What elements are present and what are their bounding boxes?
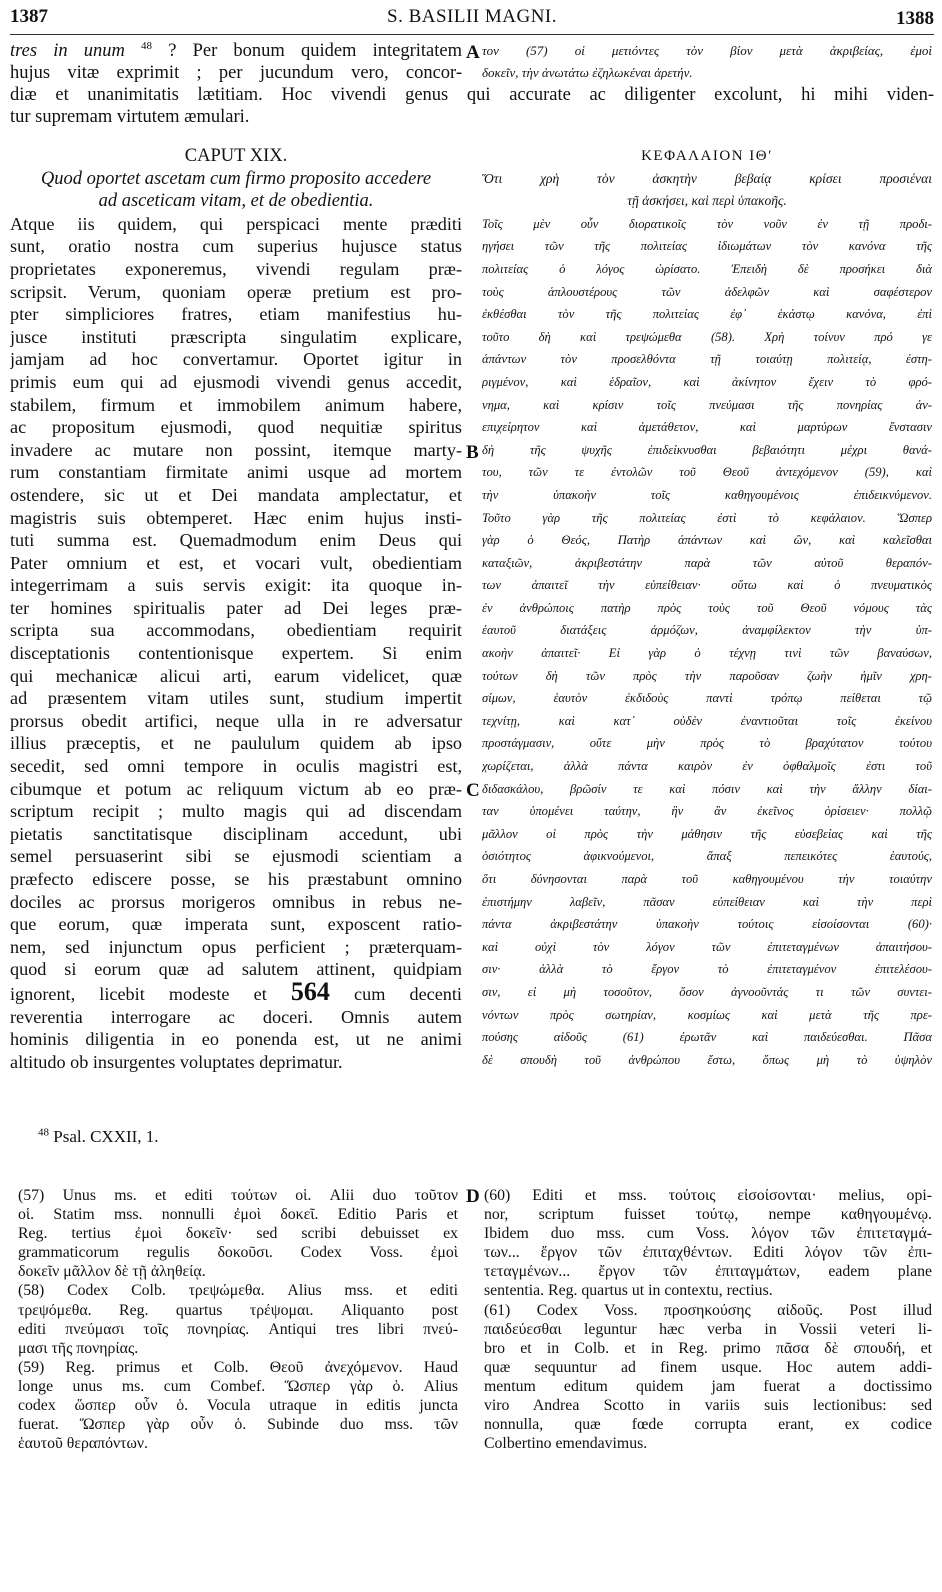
latin-line: ignorent, licebit modeste et 564 cum decenti xyxy=(10,981,462,1006)
greek-line: καταξιῶν, ἀκριβεστάτην παρὰ τῶν αὐτοῦ θεραπόν- xyxy=(482,555,932,570)
full-line-2: tur supremam virtutem æmulari. xyxy=(10,107,250,127)
page-number-right: 1388 xyxy=(896,8,934,29)
running-title: S. BASILII MAGNI. xyxy=(387,6,557,27)
note-line: fuerat. Ὥσπερ γὰρ οὖν ὁ. Subinde duo mss. τῶν xyxy=(18,1416,458,1434)
greek-line: χωρίζεται, ἀλλὰ πάντα καιρὸν ἐν ὀφθαλμοῖς ἐστι τοῦ xyxy=(482,759,932,774)
latin-subtitle-1: Quod oportet ascetam cum firmo proposito accedere xyxy=(40,168,432,189)
latin-line: præfecto ediscere posse, se his præstabunt omnino xyxy=(10,869,462,889)
latin-line: ostendere, sic ut et Dei mandata amplectatur, et xyxy=(10,484,462,505)
greek-line: δὲ σπουδὴ τοῦ ἀνθρώπου ἔστω, ὅπως μὴ τὸ ὑψηλὸν xyxy=(482,1052,932,1067)
greek-line: ἐν ἀνθρώποις πατὴρ πρὸς τοὺς τοῦ Θεοῦ νόμους τὰς xyxy=(482,600,932,615)
greek-line: Τοῖς μὲν οὖν διορατικοῖς τὸν νοῦν ἐν τῇ προδι- xyxy=(482,216,932,231)
latin-line: illius præceptis, et ne paululum quidem ab ipso xyxy=(10,733,462,754)
note-line: longe unus ms. cum Combef. Ὥσπερ γὰρ ὁ. Alius xyxy=(18,1377,458,1395)
greek-line: νόντων πρὸς σωτηρίαν, κοσμίως καὶ μετὰ τῆς πρε- xyxy=(482,1007,932,1022)
latin-line: pter simpliciores fratres, etiam manifestius hu- xyxy=(10,304,462,325)
latin-line: Atque iis quidem, qui perspicaci mente præditi xyxy=(10,213,462,234)
greek-line: τεχνίτῃ, καὶ κατ᾽ οὐδὲν ἐναντιοῦται τοῖς ἐκείνου xyxy=(482,713,932,728)
greek-line: ὁσιότητος ἀφικνούμενοι, ἅπαξ πεπεικότες ἑαυτούς, xyxy=(482,849,932,864)
latin-line: pietatis sanctitatisque disciplinam accedunt, ubi xyxy=(10,823,462,844)
greek-line: ριγμένον, καὶ ἑδραῖον, καὶ ἀκίνητον ἔχειν τὸ φρό- xyxy=(482,374,932,389)
latin-body xyxy=(10,213,462,1074)
latin-line: altitudo ob insurgentes voluptates deprimatur. xyxy=(10,1051,343,1072)
margin-letter-b: B xyxy=(466,442,479,463)
greek-line: πολιτείας ὁ λόγος ὡρίσατο. Ἐπειδὴ δὲ προσήκει διὰ xyxy=(482,261,932,276)
scripture-footnote: $^{48}$ Psal. CXXII, 1. xyxy=(38,1126,159,1146)
running-header xyxy=(10,6,934,32)
latin-line: rum constantiam firmitate animi usque ad mortem xyxy=(10,462,462,483)
note-line: δοκεῖν μᾶλλον δὲ τῇ ἀληθείᾳ. xyxy=(18,1263,206,1281)
latin-line: qui mechanicæ alicui arti, earum videlicet, quæ xyxy=(10,665,462,686)
latin-line: hominis diligentia in eo ponenda est, ut ne animi xyxy=(10,1029,462,1050)
latin-line: ac propositum ejusmodi, quod nequitiæ spiritus xyxy=(10,417,462,438)
top-greek-line-1: τον (57) οἱ μετιόντες τὸν βίον μετὰ ἀκριβείας, ἐμοὶ xyxy=(482,43,932,58)
latin-line: cibumque et potum ac reliquum victum ab eo præ- xyxy=(10,778,462,799)
greek-line: πούσης αἰδοῦς (61) ἐρωτᾶν καὶ παιδεύεσθαι. Πᾶσα xyxy=(482,1030,932,1045)
greek-line: ταν ὑπομένει ταύτην, ἣν ἂν ἐκεῖνος ὁρίσειεν· πολλῷ xyxy=(482,804,932,819)
greek-line: τούτων δὴ τῶν πρὸς τὴν παροῦσαν ζωὴν ἡμῖν χρη- xyxy=(482,668,932,683)
note-line: μασι τῆς πονηρίας. xyxy=(18,1339,139,1357)
note-line: (61) Codex Voss. προσηκούσης αἰδοῦς. Post illud xyxy=(484,1301,932,1319)
greek-line: σιν· ἀλλὰ τὸ ἔργον τὸ ἐπιτεταγμένον ἐπιτελέσου- xyxy=(482,962,932,977)
latin-line: primis eum qui ad ejusmodi vivendi genus accedit, xyxy=(10,371,462,392)
greek-line: γὰρ ὁ Θεός, Πατὴρ ἁπάντων καὶ ὢν, καὶ καλεῖσθαι xyxy=(482,533,932,548)
notes-right-column xyxy=(484,1186,932,1453)
latin-line: tuti summa est. Quemadmodum enim Deus qui xyxy=(10,530,462,551)
note-line: (60) Editi et mss. τούτοις εἰσοίσονται· melius, opi- xyxy=(484,1187,932,1204)
note-line: Reg. tertius ἐμοὶ δοκεῖν· sed scribi debuisset ex xyxy=(18,1225,458,1243)
greek-line: ακοὴν ἀπαιτεῖ· Εἰ γὰρ ὁ τέχνῃ τινὶ τῶν βαναύσων, xyxy=(482,646,932,661)
latin-chapter-heading: CAPUT XIX. xyxy=(184,146,288,166)
greek-line: Τοῦτο γὰρ τῆς πολιτείας ἐστὶ τὸ κεφάλαιον. Ὥσπερ xyxy=(482,510,932,525)
notes-left-column xyxy=(18,1186,458,1453)
note-line: quæ sequuntur ad finem usque. Hoc autem addi- xyxy=(484,1358,932,1376)
latin-line: quod si eorum quæ ad salutem attinent, quidpiam xyxy=(10,959,462,980)
margin-letter-c: C xyxy=(466,780,480,801)
latin-line: proprietates exponeremus, vivendi regulam præ- xyxy=(10,258,462,279)
note-line: των... ἔργον τῶν ἐπιταχθέντων. Editi λόγον τῶν ἐπι- xyxy=(484,1244,932,1262)
greek-body xyxy=(482,213,932,1072)
latin-line: reverentia interrogare ac doceri. Omnis autem xyxy=(10,1006,462,1027)
note-line: nor, scriptum fuisset τούτῳ, nempe καθηγουμένῳ. xyxy=(484,1206,932,1224)
greek-line: ἐκθέσθαι τὸν τῆς πολιτείας ἐφ᾽ ἑκάστῳ κανόνα, ἐπὶ xyxy=(482,307,932,322)
greek-column xyxy=(482,145,932,1071)
note-line: (59) Reg. primus et Colb. Θεοῦ ἀνεχόμενον. Haud xyxy=(18,1358,458,1376)
greek-line: ἐπιστήμην λαβεῖν, πᾶσαν εὐπείθειαν καὶ τὴν περὶ xyxy=(482,894,932,909)
greek-line: διδασκάλου, βρῶσίν τε καὶ πόσιν καὶ τὴν ἄλλην δίαι- xyxy=(482,781,932,796)
latin-line: jamjam ad hoc convertamur. Oportet igitur in xyxy=(10,349,462,370)
greek-line: μᾶλλον οἱ πρὸς τὴν μάθησιν τῆς εὐσεβείας καὶ τῆς xyxy=(482,826,932,841)
latin-line: scripsit. Verum, quoniam operæ pretium est pro- xyxy=(10,281,462,302)
note-line: grammaticorum regulis δοκοῦσι. Codex Voss. ἐμοὶ xyxy=(18,1244,458,1262)
note-line: (57) Unus ms. et editi τούτων οἱ. Alii duo τοῦτον xyxy=(18,1187,458,1204)
greek-line: ἑαυτοῦ διατάξεις ἁρμόζων, ἀναμφίλεκτον τὴν ὑπ- xyxy=(482,623,932,638)
latin-line: jusce instituti præscripta singulatim explicare, xyxy=(10,326,462,347)
greek-line: πάντα ἀκριβεστάτην ὑπακοὴν τούτοις εἰσοίσονται (60)· xyxy=(482,917,932,932)
greek-line: ηγήσει τῶν τῆς πολιτείας ἰδιωμάτων τὸν κανόνα τῆς xyxy=(482,239,932,254)
latin-line: Pater omnium et est, et vocari vult, obedientiam xyxy=(10,552,462,573)
note-line: editi πνεύμασι τοῖς πονηρίας. Antiqui tres libri πνεύ- xyxy=(18,1320,458,1338)
note-line: bro et in Colb. et in Reg. primo πᾶσα δὲ σπουδή, et xyxy=(484,1339,932,1357)
latin-column xyxy=(10,145,462,1073)
greek-chapter-heading: ΚΕΦΑΛΑΙΟΝ ΙΘʹ xyxy=(641,148,773,164)
greek-line: σιν, εἰ μὴ τοσοῦτον, ὅσον ἀγνοοῦντάς τι τῶν συντει- xyxy=(482,984,932,999)
greek-line: τοῦτο δὴ καὶ τρεψώμεθα (58). Χρὴ τοίνυν πρό γε xyxy=(482,329,932,344)
top-latin-block xyxy=(10,40,462,84)
greek-line: των ἀπαιτεῖ τὴν εὐπείθειαν· οὕτω καὶ ὁ πνευματικὸς xyxy=(482,578,932,593)
note-line: ἑαυτοῦ θεραπόντων. xyxy=(18,1435,148,1453)
note-line: nonnulla, quæ fœde corrupta erant, ex codice xyxy=(484,1416,932,1434)
greek-line: του, τῶν τε ἐντολῶν τοῦ Θεοῦ ἀντεχόμενον (59), καὶ xyxy=(482,465,932,480)
margin-letter-d: D xyxy=(466,1186,480,1207)
note-line: οἱ. Statim mss. nonnulli ἐμοὶ δοκεῖ. Editio Paris et xyxy=(18,1206,458,1224)
note-line: viro Andrea Scotto in variis suis lectionibus: sed xyxy=(484,1397,932,1415)
latin-line: que eorum, quæ imperata sunt, exposcent ratio- xyxy=(10,914,462,935)
latin-line: stabilem, firmum et immobilem animum habere, xyxy=(10,394,462,415)
top-greek-block xyxy=(482,40,932,84)
latin-line: ter homines spiritualis pater ad Dei leges præ- xyxy=(10,597,462,618)
latin-line: secedit, sed omni tempore in oculis magistri est, xyxy=(10,756,462,777)
latin-line: nem, sed injunctum opus perficient ; præterquam- xyxy=(10,936,462,957)
greek-line: σίμων, ἑαυτὸν ἐκδιδοὺς παντὶ τρόπῳ πείθεται τῷ xyxy=(482,691,932,706)
latin-line: sunt, oratio nostra cum superius hujusce status xyxy=(10,236,462,257)
note-line: παιδεύεσθαι leguntur hæc verba in Vossii veteri li- xyxy=(484,1320,932,1338)
full-line-1: diæ et unanimitatis lætitiam. Hoc vivendi genus qui accurate ac diligenter excolunt, hi mihi viden- xyxy=(10,85,934,105)
note-line: codex ὥσπερ οὖν ὁ. Vocula utraque in editis juncta xyxy=(18,1397,458,1415)
top-latin-line-1: tres in unum $^{48}$ ? Per bonum quidem integritatem xyxy=(10,40,462,61)
greek-line: ὅτι δύνησονται παρὰ τοῦ καθηγουμένου τὴν τοιαύτην xyxy=(482,872,932,886)
full-width-block xyxy=(10,84,934,128)
latin-line: disceptationis contentionisque expertem. Si enim xyxy=(10,643,462,664)
latin-line: scripta sua accommodans, obedientiam requirit xyxy=(10,620,462,641)
greek-subtitle-2: τῇ ἀσκήσει, καὶ περὶ ὑπακοῆς. xyxy=(627,193,787,209)
latin-line: prorsus obedit artifici, neque ulla in re adversatur xyxy=(10,710,462,731)
latin-line: integerrimam a suis servis exigit: ita quoque in- xyxy=(10,575,462,596)
latin-line: dociles ac prorsus morigeros omnibus in rebus ne- xyxy=(10,891,462,912)
latin-line: invadere ac mutare non possint, itemque marty- xyxy=(10,439,462,460)
latin-subtitle-2: ad asceticam vitam, et de obedientia. xyxy=(98,191,374,212)
greek-line: προστάγμασιν, οὔτε μὴν πρὸς τὸ βραχύτατον τούτου xyxy=(482,736,932,751)
greek-line: ἁπάντων τὸν προσελθόντα τῇ τοιαύτῃ πολιτείᾳ, ἐστη- xyxy=(482,352,932,367)
header-rule xyxy=(10,34,934,35)
greek-line: καὶ οὐχὶ τὸν λόγον τῶν ἐπιτεταγμένων ἀπαιτήσου- xyxy=(482,939,932,954)
note-line: Ibidem duo mss. cum Voss. λόγον τῶν ἐπιτεταγμά- xyxy=(484,1225,932,1243)
page-number-left: 1387 xyxy=(10,6,48,27)
latin-line: magistris suis obtemperet. Hæc enim hujus insti- xyxy=(10,507,462,528)
greek-subtitle-1: Ὅτι χρὴ τὸν ἀσκητὴν βεβαίᾳ κρίσει προσιέναι xyxy=(482,170,932,186)
margin-letter-a: A xyxy=(466,42,480,63)
greek-line: δὴ τῆς ψυχῆς ἐπιδείκνυσθαι βεβαιότητι μέχρι θανά- xyxy=(482,442,932,457)
note-line: (58) Codex Colb. τρεψώμεθα. Alius mss. et editi xyxy=(18,1282,458,1300)
greek-line: επιχείρητον καὶ ἀμετάθετον, καὶ μαρτύρων ἔνστασιν xyxy=(482,420,932,435)
greek-line: νημα, καὶ κρίσιν τοῖς πνεύμασι τῆς πονηρίας ἀν- xyxy=(482,397,932,412)
note-line: τεταγμένων... ἔργον τῶν ἐπιταγμάτων, eadem plane xyxy=(484,1263,932,1281)
greek-line: τοὺς ἁπλουστέρους τῶν ἀδελφῶν καὶ σαφέστερον xyxy=(482,284,932,299)
latin-line: ad præsentem vitam utiles sunt, studium impertit xyxy=(10,688,462,709)
note-line: sententia. Reg. quartus ut in contextu, rectius. xyxy=(484,1282,773,1300)
latin-line: scriptum recipit ; multo magis qui ad discendam xyxy=(10,801,462,822)
top-latin-line-2: hujus vitæ exprimit ; per jucundum vero, concor- xyxy=(10,63,462,83)
note-line: mentum editum quidem jam fuerat a doctissimo xyxy=(484,1377,932,1395)
latin-line: semel persuaserint sibi se ejusmodi scientiam a xyxy=(10,846,462,867)
inline-page-number: 564 xyxy=(290,980,330,1006)
note-line: Colbertino emendavimus. xyxy=(484,1435,648,1453)
top-greek-line-2: δοκεῖν, τὴν ἀνωτάτω ἐζηλωκέναι ἀρετήν. xyxy=(482,65,693,80)
note-line: τρεψόμεθα. Reg. quartus τρέψομαι. Aliquanto post xyxy=(18,1301,458,1319)
greek-line: τὴν ὑπακοὴν τοῖς καθηγουμένοις ἐπιδεικνύμενον. xyxy=(482,487,932,502)
